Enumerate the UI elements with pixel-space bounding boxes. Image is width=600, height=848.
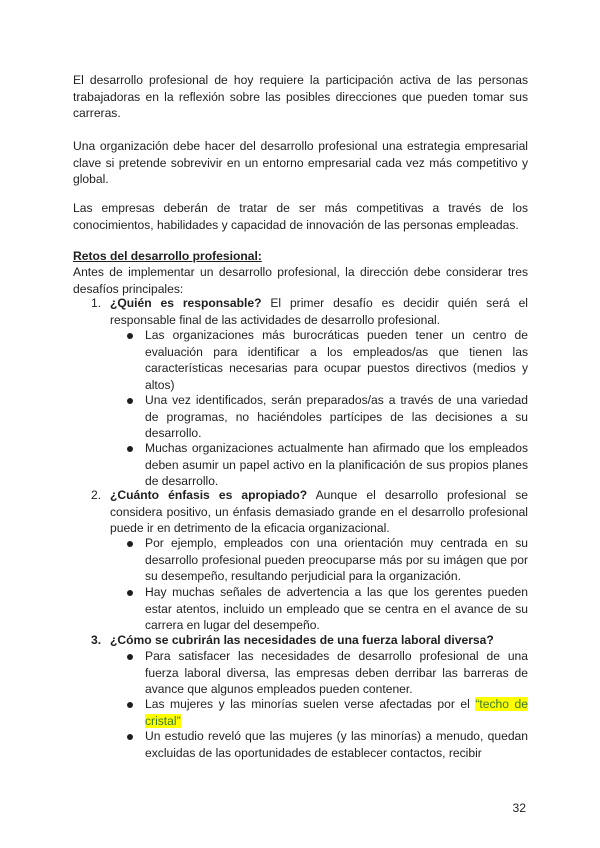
bullet-text: Las organizaciones más burocráticas pueden tener un centro de evaluación para identificar a los empleados/as que tienen las características necesarias para ocupar puestos directivos (medios y altos) — [145, 328, 528, 392]
bullet-icon — [127, 541, 133, 547]
section-heading: Retos del desarrollo profesional: — [73, 249, 262, 263]
bullet-text: Muchas organizaciones actualmente han afirmado que los empleados deben asumir un papel activo en la planificación de sus propios planes de desarrollo. — [145, 441, 528, 488]
bullet-icon — [127, 702, 133, 708]
list-item — [145, 327, 528, 393]
bullet-text: Para satisfacer las necesidades de desarrollo profesional de una fuerza laboral diversa, las empresas deben derribar las barreras de avance que algunos empleados pueden contener. — [145, 649, 528, 696]
bullet-icon — [127, 734, 133, 740]
item-text: Aunque el desarrollo profesional se considera positivo, un énfasis demasiado grande en el desarrollo profesional puede ir en detrimento de la eficacia organizacional. — [110, 488, 528, 535]
highlighted-term: “techo de cristal” — [145, 697, 528, 728]
item-title: ¿Cómo se cubrirán las necesidades de una fuerza laboral diversa? — [110, 633, 494, 647]
item-title: ¿Quién es responsable? — [110, 296, 262, 310]
item-text: El primer desafío es decidir quién será el responsable final de las actividades de desarrollo profesional. — [110, 296, 528, 327]
bullet-icon — [127, 398, 133, 404]
numbered-item-3 — [91, 632, 528, 649]
list-item — [145, 696, 528, 729]
bullet-icon — [127, 654, 133, 660]
item-number: 3. — [91, 633, 102, 647]
list-item — [145, 728, 528, 761]
paragraph-1: El desarrollo profesional de hoy requiere la participación activa de las personas trabajadoras en la reflexión sobre las posibles direcciones que pueden tomar sus carreras. — [73, 73, 528, 120]
paragraph-2: Una organización debe hacer del desarrollo profesional una estrategia empresarial clave si pretende sobrevivir en un entorno empresarial cada vez más competitivo y global. — [73, 139, 528, 186]
list-item — [145, 392, 528, 442]
numbered-item-1 — [91, 295, 528, 328]
bullet-icon — [127, 590, 133, 596]
list-item — [145, 535, 528, 585]
bullet-text: Por ejemplo, empleados con una orientación muy centrada en su desarrollo profesional pueden preocuparse más por su imágen que por su desempeño, resultando perjudicial para la organización. — [145, 536, 528, 583]
bullet-icon — [127, 446, 133, 452]
numbered-item-2 — [91, 487, 528, 537]
bullet-icon — [127, 333, 133, 339]
page-number: 32 — [512, 801, 526, 815]
item-title: ¿Cuánto énfasis es apropiado? — [110, 488, 308, 502]
item-number: 1. — [91, 296, 102, 310]
section-intro: Antes de implementar un desarrollo profesional, la dirección debe considerar tres desafíos principales: — [73, 265, 528, 296]
paragraph-3: Las empresas deberán de tratar de ser más competitivas a través de los conocimientos, habilidades y capacidad de innovación de las personas empleadas. — [73, 201, 528, 232]
bullet-text: Hay muchas señales de advertencia a las que los gerentes pueden estar atentos, incluido un empleado que se centra en el avance de su carrera en lugar del desempeño. — [145, 585, 528, 632]
list-item — [145, 648, 528, 698]
list-item — [145, 584, 528, 634]
bullet-text: Una vez identificados, serán preparados/as a través de una variedad de programas, no haciéndoles partícipes de las decisiones a su desarrollo. — [145, 393, 528, 440]
bullet-text: Las mujeres y las minorías suelen verse afectadas por el — [145, 697, 476, 711]
list-item — [145, 440, 528, 490]
bullet-text: Un estudio reveló que las mujeres (y las minorías) a menudo, quedan excluidas de las oportunidades de establecer contactos, recibir — [145, 729, 528, 760]
item-number: 2. — [91, 488, 102, 502]
